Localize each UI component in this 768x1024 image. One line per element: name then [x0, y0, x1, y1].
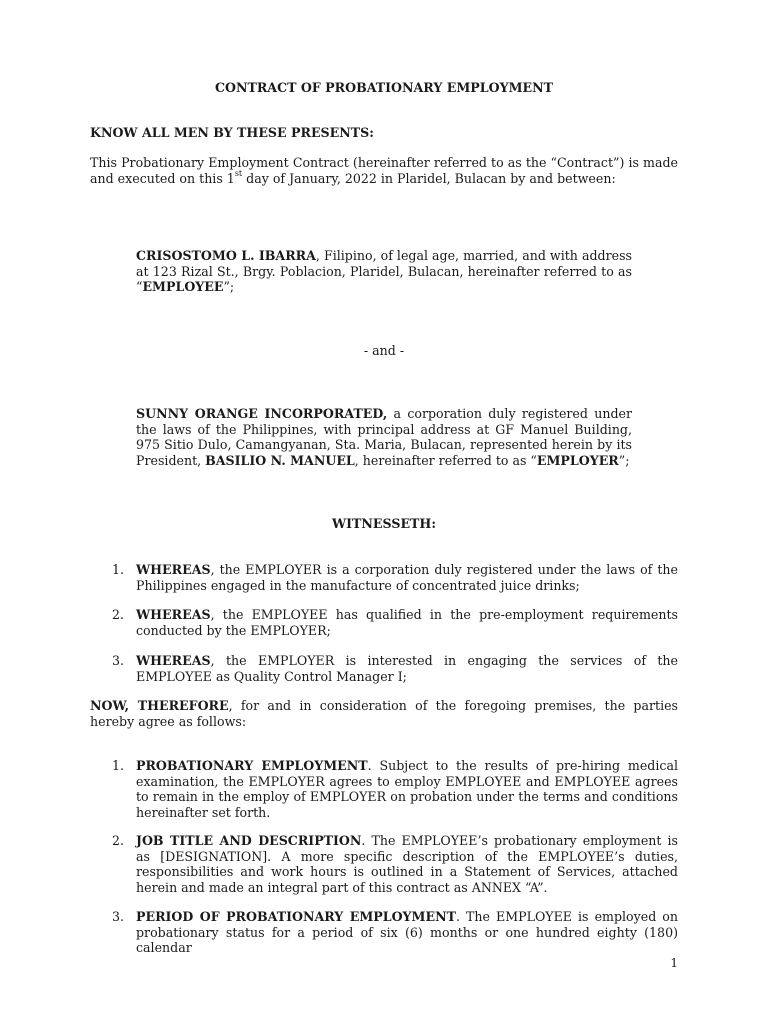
whereas-clause: WHEREAS, the EMPLOYER is interested in engaging the services of the EMPLOYEE as Quality Control Manager I; [136, 653, 678, 684]
list-number: 3. [111, 653, 124, 668]
term-clause: PERIOD OF PROBATIONARY EMPLOYMENT. The EMPLOYEE is employed on probationary status for a period of six (6) months or one hundred eighty (180) calendar [136, 909, 679, 955]
and-separator: - and - [363, 343, 405, 358]
page-number: 1 [670, 956, 678, 970]
list-number: 2. [111, 833, 124, 848]
term-clause: JOB TITLE AND DESCRIPTION. The EMPLOYEE’s probationary employment is as [DESIGNATION]. A more specific description of the EMPLOYEE’s duties, responsibilities and work hours is outlined in a Statement of Services, attached herein and made an integral part of this contract as ANNEX “A”. [136, 833, 678, 895]
document-title: CONTRACT OF PROBATIONARY EMPLOYMENT [214, 80, 554, 95]
whereas-clause: WHEREAS, the EMPLOYER is a corporation duly registered under the laws of the Philippines engaged in the manufacture of concentrated juice drinks; [136, 562, 678, 593]
employee-party-paragraph: CRISOSTOMO L. IBARRA, Filipino, of legal age, married, and with address at 123 Rizal St., Brgy. Poblacion, Plaridel, Bulacan, hereinafter referred to as “EMPLOYEE”; [136, 248, 632, 294]
list-number: 2. [111, 607, 124, 622]
list-number: 3. [111, 909, 124, 924]
intro-paragraph: This Probationary Employment Contract (hereinafter referred to as the “Contract”) is made and executed on this 1st day of January, 2022 in Plaridel, Bulacan by and between: [90, 155, 678, 186]
term-clause: PROBATIONARY EMPLOYMENT. Subject to the results of pre-hiring medical examination, the EMPLOYER agrees to employ EMPLOYEE and EMPLOYEE agrees to remain in the employ of EMPLOYER on probation under the terms and conditions hereinafter set forth. [136, 758, 678, 820]
employer-party-paragraph: SUNNY ORANGE INCORPORATED, a corporation duly registered under the laws of the Philippines, with principal address at GF Manuel Building, 975 Sitio Dulo, Camangyanan, Sta. Maria, Bulacan, represented herein by its President, BASILIO N. MANUEL, hereinafter referred to as “EMPLOYER”; [136, 406, 632, 468]
now-therefore-paragraph: NOW, THEREFORE, for and in consideration of the foregoing premises, the parties hereby agree as follows: [90, 698, 679, 729]
whereas-clause: WHEREAS, the EMPLOYEE has qualified in the pre-employment requirements conducted by the EMPLOYER; [136, 607, 678, 638]
list-number: 1. [111, 562, 124, 577]
list-number: 1. [111, 758, 124, 773]
witnesseth-heading: WITNESSETH: [332, 516, 436, 531]
opening-line: KNOW ALL MEN BY THESE PRESENTS: [90, 125, 374, 140]
